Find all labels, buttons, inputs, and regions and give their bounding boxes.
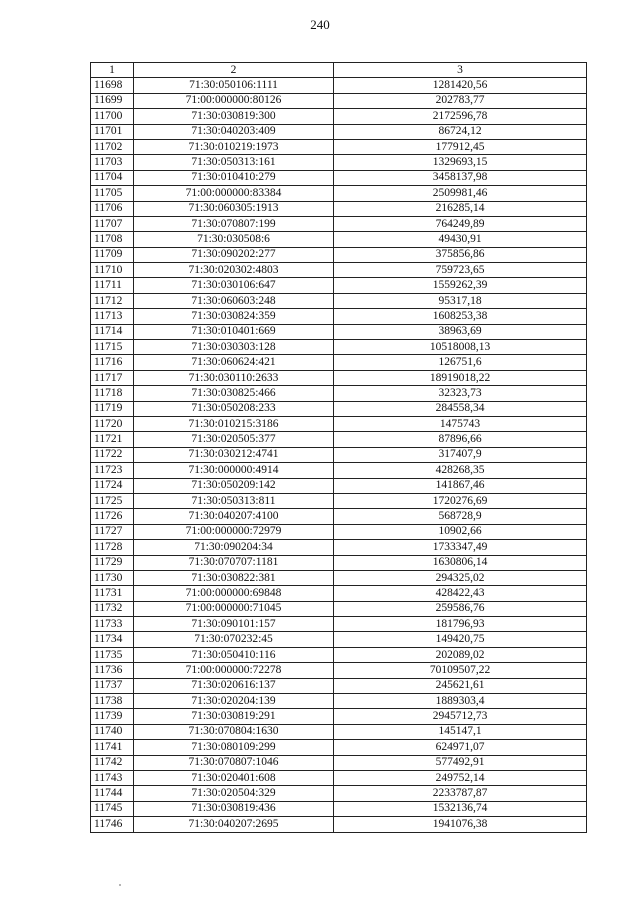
table-row <box>91 340 587 355</box>
cell-value: 3458137,98 <box>334 170 587 185</box>
cell-cadastral-number: 71:30:020616:137 <box>134 678 334 693</box>
cell-cadastral-number: 71:30:040207:2695 <box>134 817 334 832</box>
cell-cadastral-number: 71:30:030819:300 <box>134 109 334 124</box>
table-row <box>91 432 587 447</box>
cell-cadastral-number: 71:30:020505:377 <box>134 432 334 447</box>
table-body <box>91 78 587 832</box>
table-row <box>91 570 587 585</box>
cell-cadastral-number: 71:30:050410:116 <box>134 647 334 662</box>
cell-row-number: 11715 <box>91 340 134 355</box>
cell-row-number: 11731 <box>91 586 134 601</box>
cell-cadastral-number: 71:30:030212:4741 <box>134 447 334 462</box>
column-header-number: 1 <box>91 63 134 78</box>
cell-cadastral-number: 71:00:000000:69848 <box>134 586 334 601</box>
cell-row-number: 11700 <box>91 109 134 124</box>
page-number: 240 <box>310 17 330 32</box>
cell-cadastral-number: 71:30:030303:128 <box>134 340 334 355</box>
table-row <box>91 755 587 770</box>
cell-row-number: 11744 <box>91 786 134 801</box>
cell-row-number: 11718 <box>91 386 134 401</box>
table-row <box>91 386 587 401</box>
cell-cadastral-number: 71:30:070232:45 <box>134 632 334 647</box>
cell-value: 202783,77 <box>334 93 587 108</box>
table-row <box>91 93 587 108</box>
table-row <box>91 663 587 678</box>
table-row <box>91 463 587 478</box>
cell-cadastral-number: 71:30:010410:279 <box>134 170 334 185</box>
cell-cadastral-number: 71:30:040203:409 <box>134 124 334 139</box>
table-row <box>91 586 587 601</box>
table-row <box>91 370 587 385</box>
cell-row-number: 11704 <box>91 170 134 185</box>
cadastral-value-table <box>90 62 587 833</box>
cell-cadastral-number: 71:30:050106:1111 <box>134 78 334 93</box>
cell-row-number: 11710 <box>91 263 134 278</box>
table-row <box>91 786 587 801</box>
table-row <box>91 170 587 185</box>
cell-row-number: 11724 <box>91 478 134 493</box>
table-row <box>91 801 587 816</box>
cell-value: 49430,91 <box>334 232 587 247</box>
cell-row-number: 11709 <box>91 247 134 262</box>
table-row <box>91 617 587 632</box>
cell-value: 1608253,38 <box>334 309 587 324</box>
cell-cadastral-number: 71:30:030819:436 <box>134 801 334 816</box>
cell-value: 177912,45 <box>334 139 587 154</box>
cell-value: 1720276,69 <box>334 493 587 508</box>
cell-cadastral-number: 71:30:060305:1913 <box>134 201 334 216</box>
cell-row-number: 11699 <box>91 93 134 108</box>
table-row <box>91 493 587 508</box>
cell-cadastral-number: 71:30:020401:608 <box>134 770 334 785</box>
cell-value: 2172596,78 <box>334 109 587 124</box>
cell-value: 202089,02 <box>334 647 587 662</box>
table-row <box>91 416 587 431</box>
cell-row-number: 11740 <box>91 724 134 739</box>
table-row <box>91 247 587 262</box>
table-row <box>91 401 587 416</box>
cell-value: 2233787,87 <box>334 786 587 801</box>
cell-row-number: 11722 <box>91 447 134 462</box>
cell-value: 2509981,46 <box>334 186 587 201</box>
cell-value: 375856,86 <box>334 247 587 262</box>
cell-row-number: 11723 <box>91 463 134 478</box>
table-row <box>91 632 587 647</box>
table-row <box>91 216 587 231</box>
cell-value: 18919018,22 <box>334 370 587 385</box>
cell-row-number: 11727 <box>91 524 134 539</box>
table-row <box>91 201 587 216</box>
cell-row-number: 11719 <box>91 401 134 416</box>
cell-row-number: 11728 <box>91 540 134 555</box>
cell-row-number: 11711 <box>91 278 134 293</box>
cell-value: 181796,93 <box>334 617 587 632</box>
cell-value: 10518008,13 <box>334 340 587 355</box>
cell-cadastral-number: 71:30:020504:329 <box>134 786 334 801</box>
cell-row-number: 11713 <box>91 309 134 324</box>
cell-value: 764249,89 <box>334 216 587 231</box>
cell-row-number: 11726 <box>91 509 134 524</box>
table-row <box>91 139 587 154</box>
cell-value: 1329693,15 <box>334 155 587 170</box>
cell-value: 141867,46 <box>334 478 587 493</box>
cell-cadastral-number: 71:30:090202:277 <box>134 247 334 262</box>
cell-row-number: 11732 <box>91 601 134 616</box>
cell-cadastral-number: 71:00:000000:83384 <box>134 186 334 201</box>
table-row <box>91 524 587 539</box>
table-row <box>91 509 587 524</box>
cell-row-number: 11735 <box>91 647 134 662</box>
cell-cadastral-number: 71:30:080109:299 <box>134 740 334 755</box>
cell-value: 1281420,56 <box>334 78 587 93</box>
cell-value: 249752,14 <box>334 770 587 785</box>
scan-speck <box>119 884 121 886</box>
cell-value: 145147,1 <box>334 724 587 739</box>
cell-value: 216285,14 <box>334 201 587 216</box>
table-row <box>91 355 587 370</box>
cell-value: 1889303,4 <box>334 694 587 709</box>
cell-value: 86724,12 <box>334 124 587 139</box>
table-row <box>91 601 587 616</box>
cell-row-number: 11707 <box>91 216 134 231</box>
cell-value: 95317,18 <box>334 293 587 308</box>
table-row <box>91 478 587 493</box>
cell-cadastral-number: 71:30:020302:4803 <box>134 263 334 278</box>
cell-row-number: 11745 <box>91 801 134 816</box>
cell-value: 1559262,39 <box>334 278 587 293</box>
column-header-cadastral-number: 2 <box>134 63 334 78</box>
cell-row-number: 11746 <box>91 817 134 832</box>
cell-value: 759723,65 <box>334 263 587 278</box>
table-row <box>91 78 587 93</box>
cell-row-number: 11712 <box>91 293 134 308</box>
cell-value: 294325,02 <box>334 570 587 585</box>
cell-value: 259586,76 <box>334 601 587 616</box>
table-row <box>91 817 587 832</box>
cell-row-number: 11743 <box>91 770 134 785</box>
cell-value: 284558,34 <box>334 401 587 416</box>
cell-cadastral-number: 71:30:030825:466 <box>134 386 334 401</box>
cell-value: 2945712,73 <box>334 709 587 724</box>
cell-cadastral-number: 71:30:070807:1046 <box>134 755 334 770</box>
table-row <box>91 309 587 324</box>
cell-value: 32323,73 <box>334 386 587 401</box>
table-row <box>91 155 587 170</box>
cell-cadastral-number: 71:00:000000:80126 <box>134 93 334 108</box>
cell-row-number: 11706 <box>91 201 134 216</box>
cell-cadastral-number: 71:30:030819:291 <box>134 709 334 724</box>
cell-cadastral-number: 71:30:050313:811 <box>134 493 334 508</box>
cell-value: 149420,75 <box>334 632 587 647</box>
table-row <box>91 278 587 293</box>
cell-value: 1941076,38 <box>334 817 587 832</box>
cell-value: 317407,9 <box>334 447 587 462</box>
cell-row-number: 11705 <box>91 186 134 201</box>
table-row <box>91 724 587 739</box>
cell-row-number: 11734 <box>91 632 134 647</box>
cell-row-number: 11698 <box>91 78 134 93</box>
cell-row-number: 11729 <box>91 555 134 570</box>
cell-value: 1733347,49 <box>334 540 587 555</box>
table-header-row <box>91 63 587 78</box>
cell-cadastral-number: 71:30:070804:1630 <box>134 724 334 739</box>
cell-value: 624971,07 <box>334 740 587 755</box>
cell-value: 568728,9 <box>334 509 587 524</box>
cell-cadastral-number: 71:30:010219:1973 <box>134 139 334 154</box>
table-row <box>91 709 587 724</box>
cell-cadastral-number: 71:30:050208:233 <box>134 401 334 416</box>
cell-row-number: 11730 <box>91 570 134 585</box>
cell-value: 126751,6 <box>334 355 587 370</box>
cell-cadastral-number: 71:30:000000:4914 <box>134 463 334 478</box>
column-header-value: 3 <box>334 63 587 78</box>
cell-cadastral-number: 71:30:030508:6 <box>134 232 334 247</box>
table-row <box>91 447 587 462</box>
cell-row-number: 11738 <box>91 694 134 709</box>
cell-cadastral-number: 71:30:030822:381 <box>134 570 334 585</box>
cell-row-number: 11725 <box>91 493 134 508</box>
table-row <box>91 293 587 308</box>
cell-cadastral-number: 71:30:030110:2633 <box>134 370 334 385</box>
cell-cadastral-number: 71:30:010401:669 <box>134 324 334 339</box>
cell-value: 10902,66 <box>334 524 587 539</box>
table-row <box>91 694 587 709</box>
cell-row-number: 11741 <box>91 740 134 755</box>
table-row <box>91 186 587 201</box>
cell-cadastral-number: 71:30:090204:34 <box>134 540 334 555</box>
table-row <box>91 324 587 339</box>
cell-row-number: 11737 <box>91 678 134 693</box>
cell-row-number: 11703 <box>91 155 134 170</box>
table-row <box>91 232 587 247</box>
cell-row-number: 11733 <box>91 617 134 632</box>
cell-row-number: 11701 <box>91 124 134 139</box>
table-row <box>91 109 587 124</box>
cell-value: 1532136,74 <box>334 801 587 816</box>
cell-value: 577492,91 <box>334 755 587 770</box>
table-row <box>91 678 587 693</box>
cell-value: 70109507,22 <box>334 663 587 678</box>
cell-value: 1630806,14 <box>334 555 587 570</box>
cell-row-number: 11739 <box>91 709 134 724</box>
cell-cadastral-number: 71:30:050313:161 <box>134 155 334 170</box>
cell-cadastral-number: 71:30:020204:139 <box>134 694 334 709</box>
cell-row-number: 11720 <box>91 416 134 431</box>
cell-cadastral-number: 71:30:060624:421 <box>134 355 334 370</box>
cell-cadastral-number: 71:30:060603:248 <box>134 293 334 308</box>
cell-value: 87896,66 <box>334 432 587 447</box>
table-row <box>91 555 587 570</box>
cell-cadastral-number: 71:30:050209:142 <box>134 478 334 493</box>
cell-cadastral-number: 71:30:030824:359 <box>134 309 334 324</box>
cell-value: 428422,43 <box>334 586 587 601</box>
table-row <box>91 540 587 555</box>
cell-row-number: 11736 <box>91 663 134 678</box>
table-row <box>91 263 587 278</box>
cell-value: 245621,61 <box>334 678 587 693</box>
cell-value: 1475743 <box>334 416 587 431</box>
cell-row-number: 11714 <box>91 324 134 339</box>
table-row <box>91 124 587 139</box>
cell-cadastral-number: 71:00:000000:71045 <box>134 601 334 616</box>
table-row <box>91 647 587 662</box>
table-row <box>91 770 587 785</box>
cell-cadastral-number: 71:00:000000:72979 <box>134 524 334 539</box>
cell-cadastral-number: 71:30:030106:647 <box>134 278 334 293</box>
cell-row-number: 11717 <box>91 370 134 385</box>
cell-row-number: 11742 <box>91 755 134 770</box>
cell-row-number: 11721 <box>91 432 134 447</box>
cell-cadastral-number: 71:30:070807:199 <box>134 216 334 231</box>
cell-row-number: 11716 <box>91 355 134 370</box>
cell-cadastral-number: 71:30:090101:157 <box>134 617 334 632</box>
cell-cadastral-number: 71:30:040207:4100 <box>134 509 334 524</box>
cell-cadastral-number: 71:00:000000:72278 <box>134 663 334 678</box>
cell-cadastral-number: 71:30:010215:3186 <box>134 416 334 431</box>
cell-value: 38963,69 <box>334 324 587 339</box>
cell-row-number: 11702 <box>91 139 134 154</box>
cell-value: 428268,35 <box>334 463 587 478</box>
cell-cadastral-number: 71:30:070707:1181 <box>134 555 334 570</box>
table-row <box>91 740 587 755</box>
cell-row-number: 11708 <box>91 232 134 247</box>
